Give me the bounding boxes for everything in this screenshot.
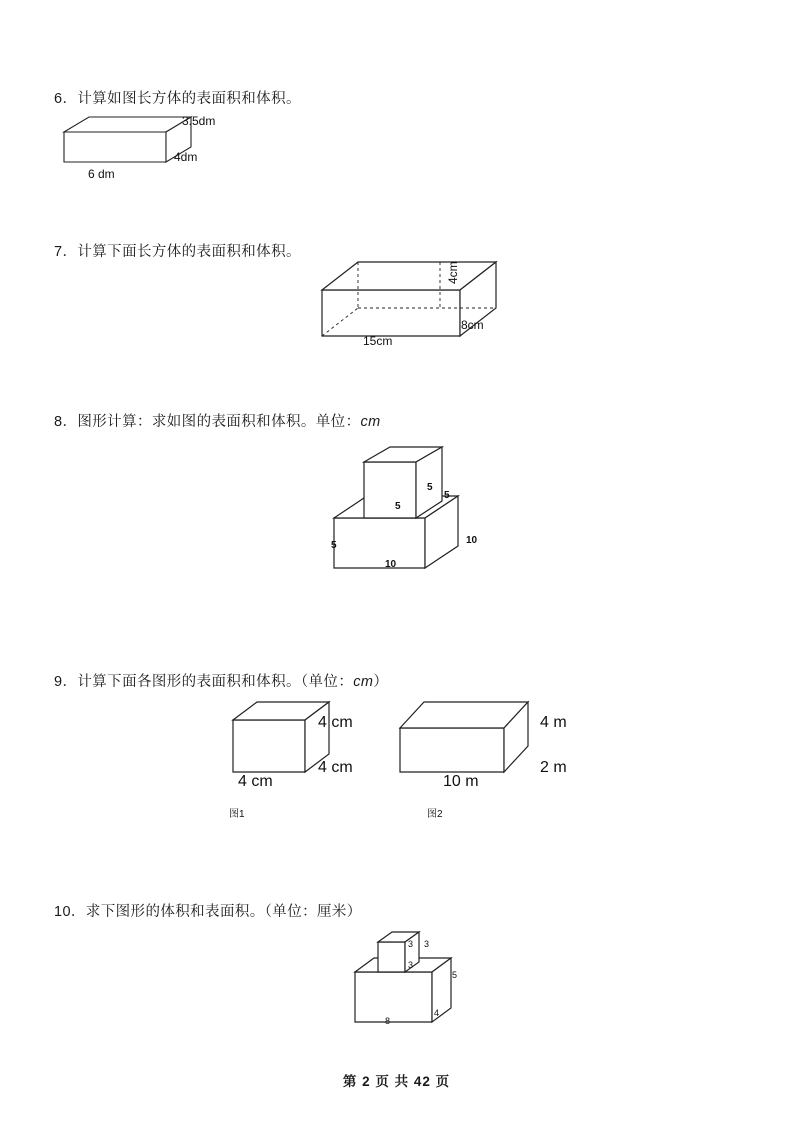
question-8-text — [54, 410, 381, 431]
question-9-number: 9． — [54, 674, 78, 690]
stacked-cuboids-8-svg — [320, 440, 535, 580]
figure-question-8 — [320, 440, 535, 580]
label-q9-2-height: 4 m — [540, 714, 567, 731]
label-q8-top-front: 5 — [395, 501, 401, 512]
label-q7-length: 15cm — [363, 334, 393, 348]
question-6-number: 6． — [54, 91, 78, 107]
question-7-body: 计算下面长方体的表面积和体积。 — [77, 244, 301, 260]
label-q9-1-depth: 4 cm — [318, 759, 353, 776]
question-8-unit: cm — [360, 414, 381, 430]
label-q7-side: 8cm — [461, 318, 484, 332]
question-9-unit: cm — [353, 674, 374, 690]
question-6-text — [54, 87, 301, 108]
label-q8-bottom-front: 10 — [385, 559, 397, 570]
label-q9-2-width: 10 m — [443, 773, 479, 790]
label-q9-2-depth: 2 m — [540, 759, 567, 776]
label-q10-big-right: 5 — [452, 970, 458, 980]
label-q8-bottom-left: 5 — [331, 540, 337, 551]
figure-question-6 — [54, 110, 244, 175]
cuboid-9-2-svg — [392, 690, 552, 785]
caption-q9-2: 图2 — [427, 809, 443, 820]
question-7-number: 7． — [54, 244, 78, 260]
label-q6-depth: 3.5dm — [182, 114, 216, 128]
caption-q9-1: 图1 — [229, 809, 245, 820]
label-q9-1-height: 4 cm — [318, 714, 353, 731]
label-q9-1-width: 4 cm — [238, 773, 273, 790]
label-q10-small-right: 3 — [408, 939, 414, 949]
label-q6-width: 6 dm — [88, 167, 115, 181]
question-6-body: 计算如图长方体的表面积和体积。 — [77, 91, 301, 107]
label-q10-big-front: 8 — [385, 1016, 391, 1026]
label-q10-small-front: 3 — [408, 960, 414, 970]
cuboid-6-svg — [54, 110, 244, 175]
question-10-body: 求下图形的体积和表面积。（单位：厘米） — [85, 904, 362, 920]
question-10-number: 10． — [54, 904, 86, 920]
label-q8-bottom-right: 10 — [466, 535, 478, 546]
label-q6-height: 4dm — [174, 150, 198, 164]
label-q7-inner-height: 4cm — [446, 261, 460, 284]
question-8-body: 图形计算：求如图的表面积和体积。单位： — [77, 414, 361, 430]
figure-question-9-2 — [392, 690, 552, 785]
page-footer: 第 2 页 共 42 页 — [342, 1074, 451, 1089]
label-q10-small-side: 3 — [424, 939, 430, 949]
question-9-suffix: ） — [373, 674, 389, 690]
figure-question-7 — [310, 252, 510, 352]
question-10-text — [54, 900, 362, 921]
label-q8-top-side: 5 — [444, 490, 450, 501]
label-q10-big-depth: 4 — [434, 1008, 440, 1018]
label-q8-top-right: 5 — [427, 482, 433, 493]
question-8-number: 8． — [54, 414, 78, 430]
question-9-body: 计算下面各图形的表面积和体积。（单位： — [77, 674, 354, 690]
cuboid-7-svg — [310, 252, 510, 352]
question-7-text — [54, 240, 301, 261]
question-9-text — [54, 670, 388, 691]
